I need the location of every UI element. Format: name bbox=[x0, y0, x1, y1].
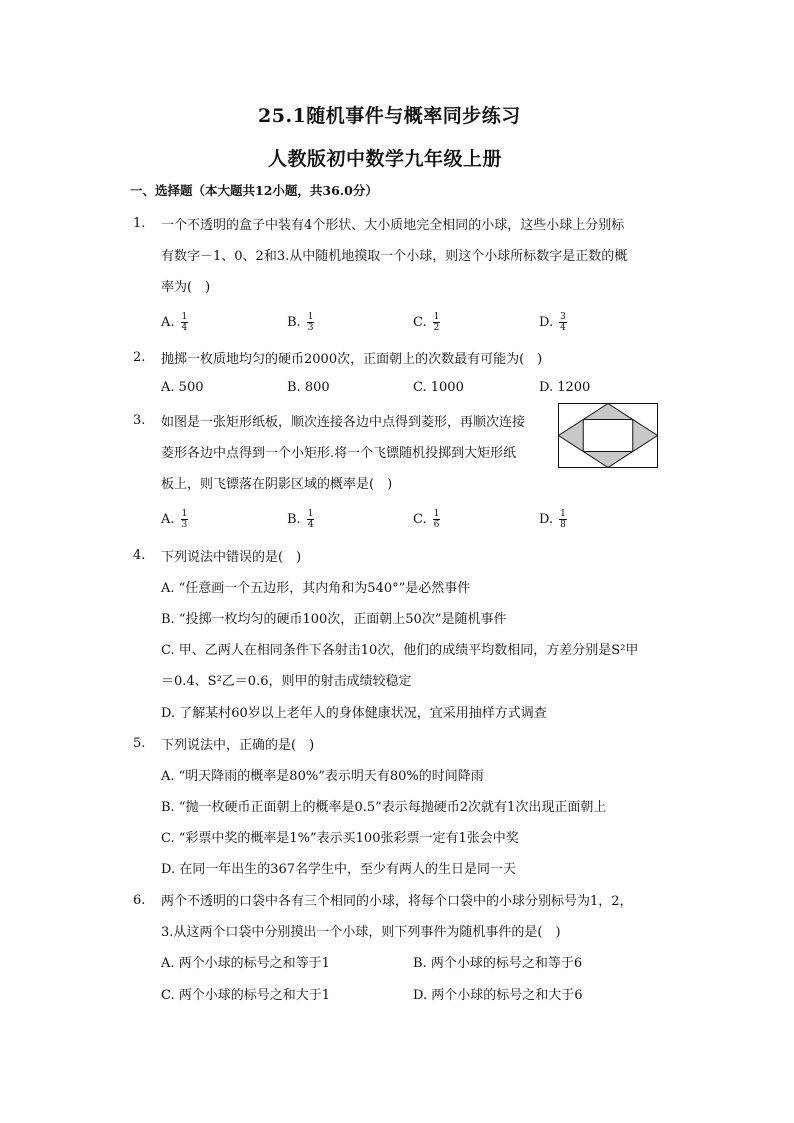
option-d: D. $\frac{3}{4}$ bbox=[539, 312, 566, 333]
option-a: A. $\frac{1}{3}$ bbox=[161, 509, 188, 530]
question-number: 3. bbox=[133, 413, 146, 428]
option-c: C. 两个小球的标号之和大于1 bbox=[161, 988, 331, 1003]
section-heading: 一、选择题（本大题共12小题，共36.0分） bbox=[130, 183, 378, 198]
question-line: 下列说法中，正确的是( ) bbox=[161, 738, 315, 753]
question-number: 5. bbox=[133, 736, 146, 751]
question-number: 4. bbox=[133, 548, 146, 563]
title-line-2: 人教版初中数学九年级上册 bbox=[268, 148, 503, 170]
option-b: B. $\frac{1}{4}$ bbox=[287, 509, 314, 530]
option-b: B. $\frac{1}{3}$ bbox=[287, 312, 314, 333]
option-a: A. 500 bbox=[161, 380, 204, 395]
question-line: 两个不透明的口袋中各有三个相同的小球，将每个口袋中的小球分别标号为1，2， bbox=[161, 894, 633, 909]
option-b: B. “投掷一枚均匀的硬币100次，正面朝上50次”是随机事件 bbox=[161, 612, 507, 627]
option-c: C. “彩票中奖的概率是1%”表示买100张彩票一定有1张会中奖 bbox=[161, 831, 519, 846]
option-b: B. “抛一枚硬币正面朝上的概率是0.5”表示每抛硬币2次就有1次出现正面朝上 bbox=[161, 800, 607, 815]
option-d: D. 了解某村60岁以上老年人的身体健康状况，宜采用抽样方式调查 bbox=[161, 706, 547, 721]
question-number: 6. bbox=[133, 893, 146, 908]
question-line: 抛掷一枚质地均匀的硬币2000次，正面朝上的次数最有可能为( ) bbox=[161, 352, 543, 367]
option-d: D. 1200 bbox=[539, 380, 591, 395]
option-c: C. 甲、乙两人在相同条件下各射击10次，他们的成绩平均数相同，方差分别是S²甲 bbox=[161, 643, 639, 658]
option-c: C. $\frac{1}{6}$ bbox=[413, 509, 440, 530]
question-line: 一个不透明的盒子中装有4个形状、大小质地完全相同的小球，这些小球上分别标 bbox=[161, 218, 625, 233]
option-a: A. “任意画一个五边形，其内角和为540°”是必然事件 bbox=[161, 581, 471, 596]
option-b: B. 800 bbox=[287, 380, 330, 395]
option-b: B. 两个小球的标号之和等于6 bbox=[413, 956, 583, 971]
option-d: D. 在同一年出生的367名学生中，至少有两人的生日是同一天 bbox=[161, 862, 517, 877]
option-d: D. $\frac{1}{8}$ bbox=[539, 509, 566, 530]
option-a: A. “明天降雨的概率是80%”表示明天有80%的时间降雨 bbox=[161, 769, 484, 784]
question-line: 板上，则飞镖落在阴影区域的概率是( ) bbox=[161, 477, 393, 492]
option-a: A. $\frac{1}{4}$ bbox=[161, 312, 188, 333]
option-c: C. $\frac{1}{2}$ bbox=[413, 312, 440, 333]
option-d: D. 两个小球的标号之和大于6 bbox=[413, 988, 583, 1003]
question-line: 有数字－1、0、2和3.从中随机地摸取一个小球，则这个小球所标数字是正数的概 bbox=[161, 249, 628, 264]
option-a: A. 两个小球的标号之和等于1 bbox=[161, 956, 330, 971]
title-line-1: 25.1随机事件与概率同步练习 bbox=[258, 105, 521, 127]
question-line: 率为( ) bbox=[161, 280, 211, 295]
question-line: 如图是一张矩形纸板，顺次连接各边中点得到菱形，再顺次连接 bbox=[161, 415, 526, 430]
rectangle-rhombus-figure bbox=[558, 403, 658, 468]
question-line: 下列说法中错误的是( ) bbox=[161, 550, 302, 565]
question-number: 2. bbox=[133, 350, 146, 365]
option-c: C. 1000 bbox=[413, 380, 464, 395]
option-c-continued: ＝0.4、S²乙＝0.6，则甲的射击成绩较稳定 bbox=[161, 674, 412, 689]
question-line: 菱形各边中点得到一个小矩形.将一个飞镖随机投掷到大矩形纸 bbox=[161, 446, 517, 461]
question-line: 3.从这两个口袋中分别摸出一个小球，则下列事件为随机事件的是( ) bbox=[161, 925, 561, 940]
question-number: 1. bbox=[133, 216, 146, 231]
